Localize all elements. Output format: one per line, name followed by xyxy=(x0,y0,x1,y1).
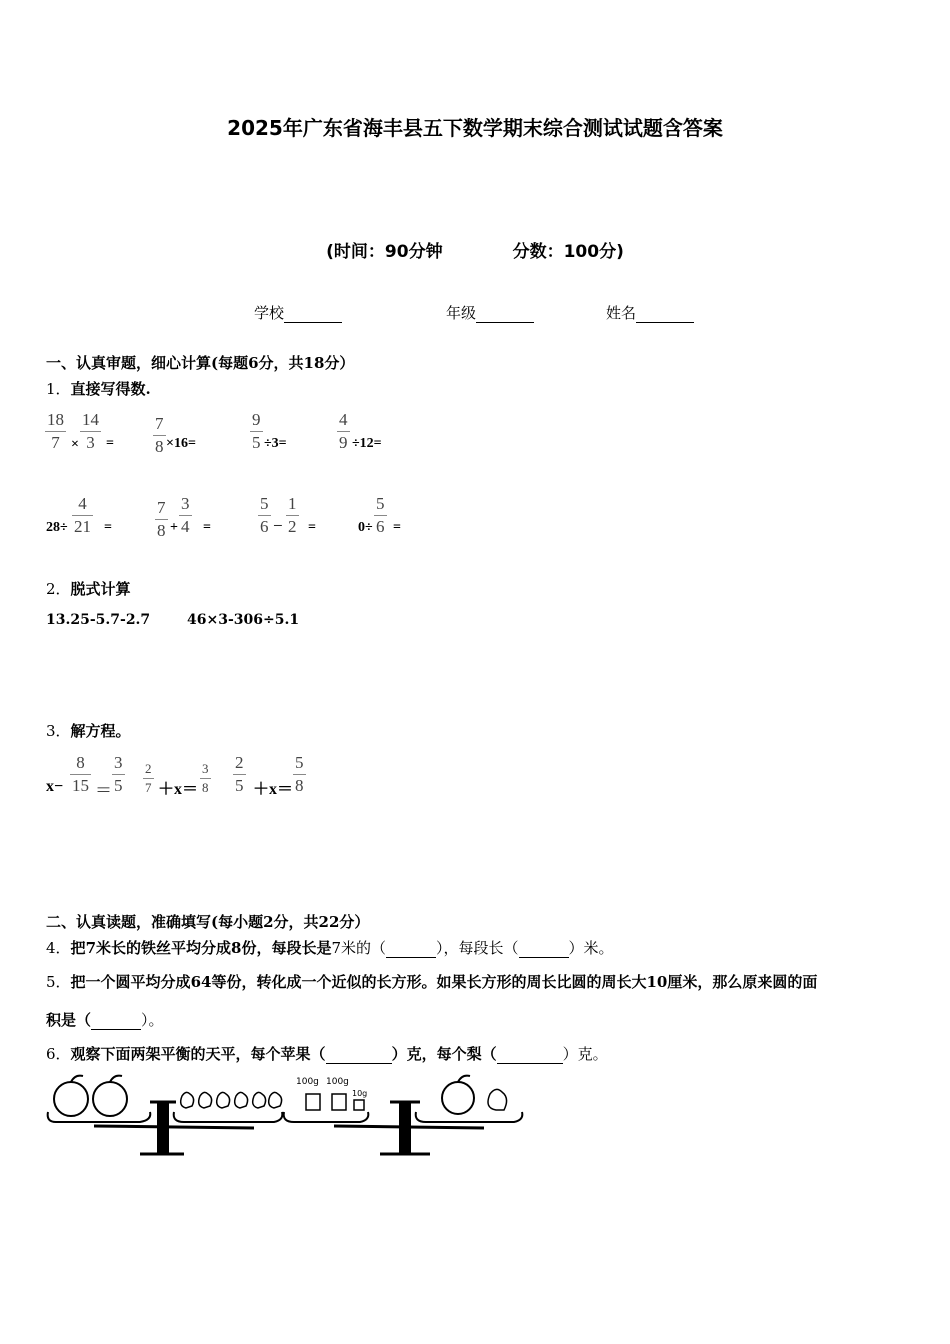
school-label: 学校 xyxy=(254,304,285,322)
q2-label: 脱式计算 xyxy=(70,580,131,598)
weight-label: 100g xyxy=(296,1077,319,1087)
q4-part: 7米的（ xyxy=(331,939,387,957)
q6-number: 6． xyxy=(46,1045,71,1063)
q4-value: 8 xyxy=(231,939,242,957)
school-blank[interactable] xyxy=(284,308,342,323)
operator: − xyxy=(273,516,283,535)
grade-field[interactable] xyxy=(446,302,534,323)
q4-answer-blank-1[interactable] xyxy=(386,943,436,958)
fraction: 14 3 xyxy=(82,410,99,452)
fraction: 3 4 xyxy=(181,494,190,536)
fraction: 3 8 xyxy=(202,761,209,795)
apple-icon xyxy=(442,1076,474,1114)
q6-part: 观察下面两架平衡的天平，每个苹果（ xyxy=(70,1045,326,1063)
equals: = xyxy=(203,520,211,535)
q3-prompt xyxy=(46,720,131,741)
fraction: 5 8 xyxy=(295,753,304,795)
equals: = xyxy=(106,436,114,451)
q1-prompt xyxy=(46,378,151,399)
time-limit: (时间：90分钟 xyxy=(326,242,443,262)
operator: × xyxy=(71,437,79,452)
exam-meta xyxy=(0,237,950,262)
operator: + xyxy=(170,520,178,535)
q5-number: 5． xyxy=(46,973,71,991)
apple-icon xyxy=(93,1076,127,1116)
q6-text xyxy=(46,1043,608,1064)
equation-head: x− xyxy=(46,778,64,795)
q3-number: 3． xyxy=(46,722,71,740)
q2-expression-1: 13.25-5.7-2.7 xyxy=(46,612,151,628)
balance-scales-illustration xyxy=(44,1068,524,1163)
fraction: 5 6 xyxy=(260,494,269,536)
fraction: 2 7 xyxy=(145,761,152,795)
operator-head: 28÷ xyxy=(46,520,68,535)
q4-answer-blank-2[interactable] xyxy=(519,943,569,958)
weight-label: 10g xyxy=(352,1089,368,1098)
q5-text xyxy=(46,971,817,992)
q4-part: 米长的铁丝平均分成 xyxy=(96,939,232,957)
fraction: 4 21 xyxy=(74,494,91,536)
q5-value: 10 xyxy=(646,973,668,991)
fraction: 1 2 xyxy=(288,494,297,536)
fraction: 5 6 xyxy=(376,494,385,536)
page-title: 2025年广东省海丰县五下数学期末综合测试试题含答案 xyxy=(227,116,723,140)
name-blank[interactable] xyxy=(636,308,694,323)
grade-label: 年级 xyxy=(446,304,477,322)
fraction: 7 8 xyxy=(157,498,166,540)
school-field[interactable] xyxy=(254,302,342,323)
pear-icon xyxy=(181,1092,282,1108)
q5-text-line2 xyxy=(46,1009,164,1030)
q5-part: 等份，转化成一个近似的长方形。如果长方形的周长比圆的周长大 xyxy=(211,973,647,991)
equals: = xyxy=(393,520,401,535)
weight-label: 100g xyxy=(326,1077,349,1087)
q4-part: 把 xyxy=(70,939,86,957)
apple-icon xyxy=(54,1076,88,1116)
q5-part: 积是（ xyxy=(46,1011,92,1029)
q6-part: ）克，每个梨（ xyxy=(391,1045,497,1063)
q5-part: 把一个圆平均分成 xyxy=(70,973,191,991)
pear-icon xyxy=(488,1089,507,1110)
fraction: 9 5 xyxy=(252,410,261,452)
fraction: 7 8 xyxy=(155,414,164,456)
q5-answer-blank[interactable] xyxy=(91,1015,141,1030)
equation-middle: ＋x＝ xyxy=(158,781,199,798)
q5-value: 64 xyxy=(190,973,212,991)
q5-part: 厘米，那么原来圆的面 xyxy=(667,973,818,991)
q4-value: 7 xyxy=(85,939,96,957)
q2-expression-2: 46×3-306÷5.1 xyxy=(187,612,300,628)
q2-prompt xyxy=(46,578,131,599)
q6-apple-weight-blank[interactable] xyxy=(326,1049,392,1064)
q5-part: ）。 xyxy=(141,1011,164,1029)
operator-tail: ÷12= xyxy=(352,436,382,451)
equals: = xyxy=(308,520,316,535)
name-field[interactable] xyxy=(606,302,694,323)
equals: = xyxy=(104,520,112,535)
equation-middle: ＋x＝ xyxy=(253,781,294,798)
operator-tail: ×16= xyxy=(166,436,196,451)
q6-part: ）克。 xyxy=(562,1045,608,1063)
fraction: 18 7 xyxy=(47,410,64,452)
operator-head: 0÷ xyxy=(358,520,373,535)
q4-part: 份，每段长是 xyxy=(241,939,332,957)
grade-blank[interactable] xyxy=(476,308,534,323)
q1-label: 直接写得数. xyxy=(70,380,151,398)
q2-number: 2． xyxy=(46,580,71,598)
q6-pear-weight-blank[interactable] xyxy=(497,1049,563,1064)
q4-part: ），每段长（ xyxy=(436,939,519,957)
q3-label: 解方程。 xyxy=(70,722,131,740)
q4-part: ）米。 xyxy=(568,939,614,957)
section1-header: 一、认真审题，细心计算(每题6分，共18分） xyxy=(46,354,355,372)
q1-number: 1． xyxy=(46,380,71,398)
q4-number: 4． xyxy=(46,939,71,957)
fraction: 8 15 xyxy=(72,753,89,795)
fraction: 4 9 xyxy=(339,410,348,452)
total-score: 分数：100分) xyxy=(512,242,624,262)
q4-text xyxy=(46,937,614,958)
fraction: 2 5 xyxy=(235,753,244,795)
fraction: 3 5 xyxy=(114,753,123,795)
section2-header: 二、认真读题，准确填写(每小题2分，共22分） xyxy=(46,913,370,931)
operator-tail: ÷3= xyxy=(264,436,287,451)
equals: ＝ xyxy=(95,781,112,800)
name-label: 姓名 xyxy=(606,304,637,322)
